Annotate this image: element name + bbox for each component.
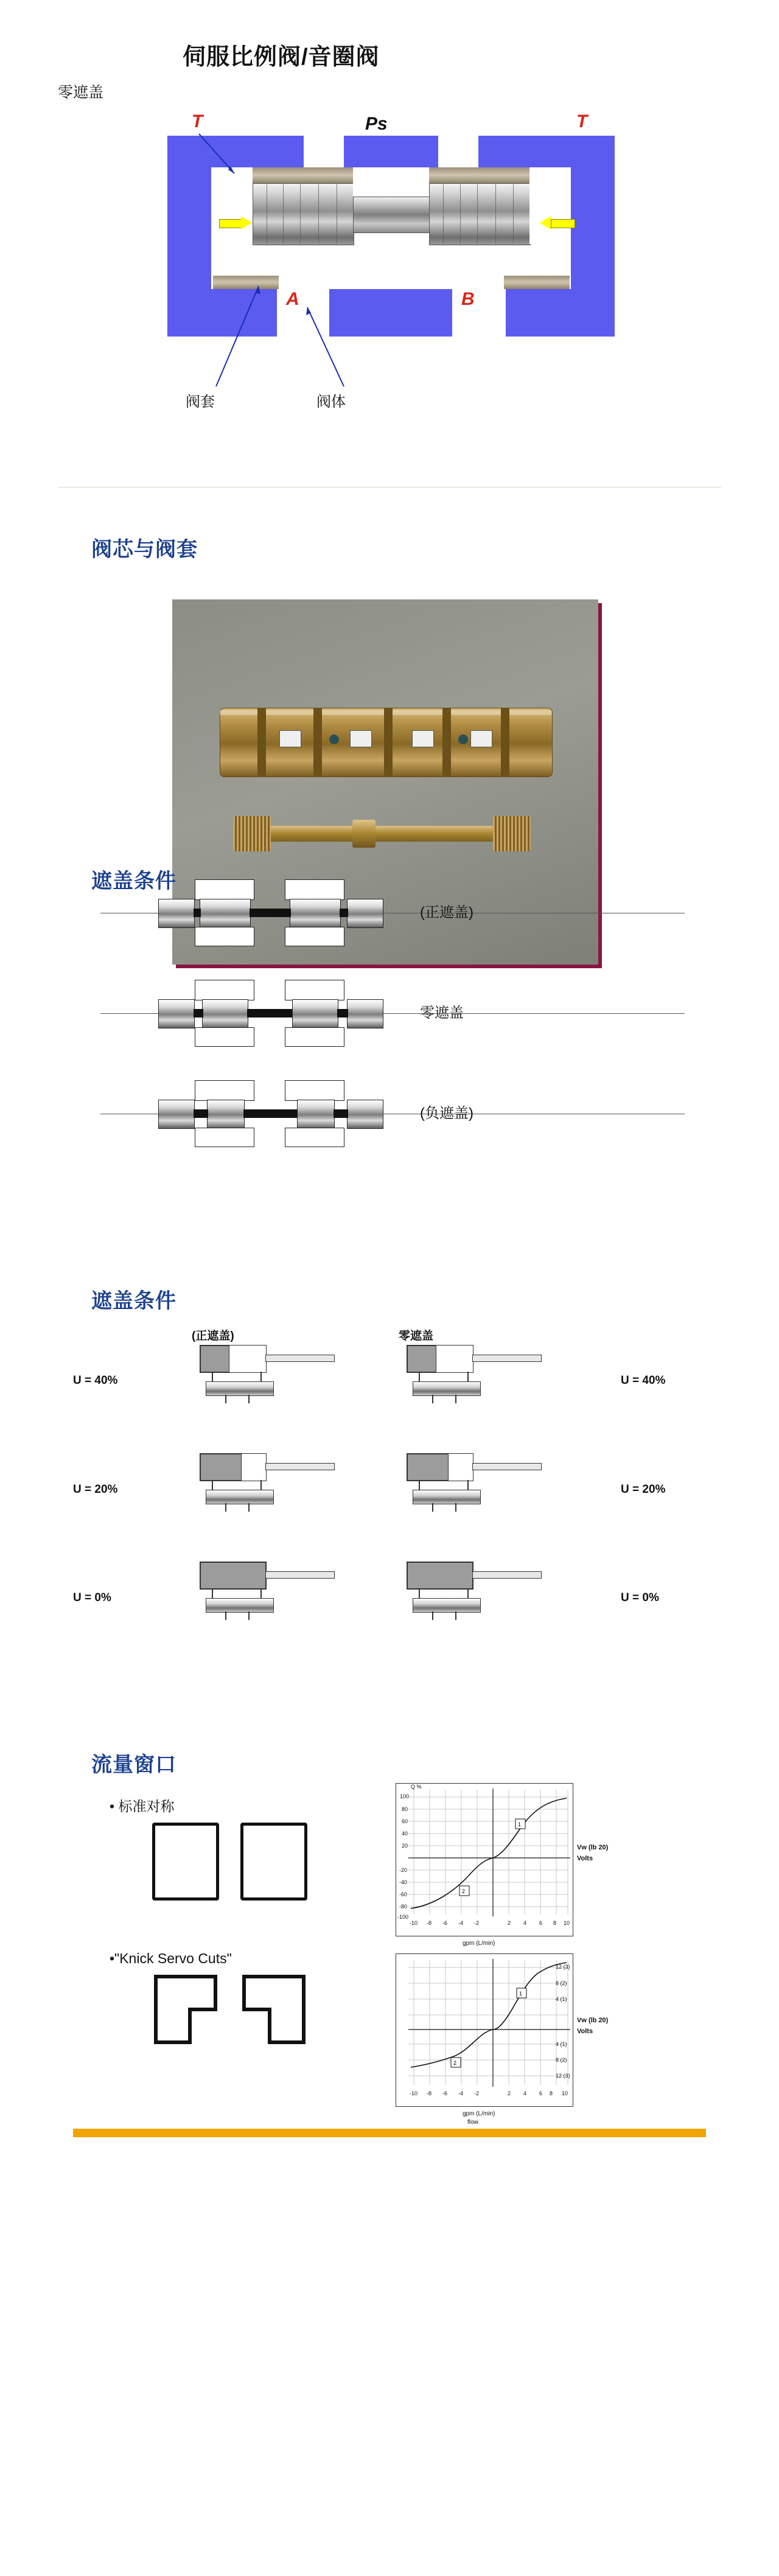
- cylinder-piston: [200, 1562, 266, 1589]
- photo-sleeve-groove: [313, 708, 322, 776]
- chart-bottom-xtick: 6: [539, 2090, 543, 2096]
- chart-bottom-svg: [396, 1954, 573, 2106]
- chart-bottom-ytick: 8 (2): [556, 2057, 567, 2063]
- chart-top: [396, 1783, 573, 1936]
- cylinder-rod: [265, 1355, 335, 1362]
- valve-port-line: [467, 1372, 469, 1381]
- valve-port-line: [467, 1480, 469, 1490]
- spool-land: [347, 999, 383, 1028]
- chart-top-xtick: -4: [458, 1920, 464, 1926]
- cylinder-piston: [407, 1346, 436, 1372]
- chart-top-ytick: -80: [399, 1904, 408, 1910]
- photo-sleeve-groove: [384, 708, 393, 776]
- valve-port-line: [225, 1611, 226, 1620]
- chart-bottom-ytick: 4 (1): [556, 1996, 567, 2002]
- assembly-right-1: [396, 1345, 554, 1412]
- chart-bottom-xtick: -8: [427, 2090, 432, 2096]
- chart-bottom-series-label: Vw (lb 20): [577, 2017, 609, 2024]
- chart-top-xtick: -2: [474, 1920, 480, 1926]
- cylinder-rod: [265, 1463, 335, 1470]
- chart-bottom-xtick: -2: [474, 2090, 480, 2096]
- spool-rod: [194, 1109, 208, 1118]
- chart-top-ytick: -60: [399, 1891, 408, 1897]
- assembly-left-2: [189, 1453, 347, 1520]
- svg-text:2: 2: [453, 2060, 457, 2066]
- spool-land: [200, 899, 251, 928]
- callout-sleeve-label: 阀套: [186, 394, 215, 410]
- svg-text:1: 1: [518, 1821, 522, 1827]
- spool-land: [202, 999, 248, 1028]
- u-label-right-2: U = 20%: [621, 1483, 666, 1496]
- valve-port-line: [212, 1372, 213, 1381]
- chart-bottom-ytick: 8 (2): [556, 1980, 567, 1986]
- port-label-B: B: [461, 289, 475, 309]
- port-label-T-right: T: [576, 111, 588, 131]
- spool-rod: [337, 1009, 348, 1017]
- u-label-left-1: U = 40%: [73, 1374, 118, 1387]
- section-flow-windows: [0, 1722, 779, 2148]
- sleeve-outline: [285, 1080, 344, 1101]
- valve-port-line: [432, 1611, 433, 1620]
- chart-bottom-xtick: 8: [550, 2090, 553, 2096]
- spool-rod: [194, 909, 201, 917]
- assembly-left-1: [189, 1345, 347, 1412]
- valve-port-line: [455, 1611, 456, 1620]
- cylinder-rod: [472, 1571, 542, 1579]
- chart-bottom-xtick: -6: [442, 2090, 448, 2096]
- spool-land: [347, 899, 383, 928]
- sleeve-outline: [195, 980, 254, 1000]
- valve-port-line: [455, 1395, 456, 1403]
- spool-land: [347, 1100, 383, 1129]
- section-spool-and-sleeve: [0, 499, 779, 840]
- cylinder-rod: [265, 1571, 335, 1579]
- section4-heading: 遮盖条件: [91, 1290, 176, 1313]
- sleeve-outline: [195, 927, 254, 946]
- chart-top-ytick: 60: [402, 1818, 408, 1824]
- spool-rod: [340, 909, 348, 917]
- chart-bottom-ytick: 4 (1): [556, 2041, 567, 2047]
- chart-top-svg: [396, 1784, 573, 1936]
- valve-port-line: [455, 1503, 456, 1512]
- spool-land: [297, 1100, 335, 1129]
- spool-land: [292, 999, 338, 1028]
- u-label-right-1: U = 40%: [621, 1374, 666, 1387]
- valve-port-line: [432, 1503, 433, 1512]
- photo-sleeve-window: [350, 730, 372, 747]
- valve-port-line: [260, 1480, 262, 1490]
- assembly-left-3: [189, 1562, 347, 1628]
- photo-sleeve-window: [279, 730, 301, 747]
- sleeve-outline: [195, 879, 254, 900]
- photo-sleeve-window: [412, 730, 434, 747]
- chart-top-xtick: -8: [427, 1920, 432, 1926]
- footer-accent-bar: [73, 2129, 706, 2137]
- chart-top-ytick: 100: [400, 1793, 410, 1799]
- chart-top-series-label: Vw (lb 20): [577, 1844, 609, 1851]
- cylinder-rod: [472, 1463, 542, 1470]
- section-valve-schematic: [0, 0, 779, 499]
- photo-sleeve-groove: [442, 708, 451, 776]
- valve-block: [206, 1381, 274, 1396]
- window-shape-rect-left: [152, 1823, 219, 1901]
- page-title: 伺服比例阀/音圈阀: [183, 44, 380, 70]
- chart-bottom-xtick: -4: [458, 2090, 464, 2096]
- valve-block: [413, 1490, 481, 1504]
- chart-top-ytick: -100: [397, 1914, 409, 1920]
- valve-block: [206, 1490, 274, 1504]
- section3-heading: 遮盖条件: [91, 870, 176, 893]
- spool-rod: [250, 909, 291, 917]
- zero-lap-label: 零遮盖: [58, 84, 104, 101]
- section-lap-conditions-cylinders: [0, 1260, 779, 1722]
- valve-port-line: [467, 1588, 469, 1598]
- spool-rod: [334, 1109, 348, 1118]
- chart-bottom-ytick: 12 (3): [556, 2073, 570, 2079]
- valve-port-line: [248, 1611, 250, 1620]
- spool-land: [207, 1100, 245, 1129]
- chart-top-xtick: 2: [508, 1920, 511, 1926]
- cylinder-piston: [200, 1454, 242, 1481]
- spool-rod: [194, 1009, 203, 1017]
- spool-rod: [247, 1009, 292, 1017]
- chart-bottom-xaxis-label: Volts: [577, 2028, 593, 2035]
- window-shape-rect-right: [240, 1823, 307, 1901]
- valve-port-line: [225, 1503, 226, 1512]
- valve-block: [413, 1381, 481, 1396]
- valve-port-line: [419, 1588, 420, 1598]
- sleeve-outline: [195, 1027, 254, 1047]
- sleeve-outline: [285, 980, 344, 1000]
- svg-text:1: 1: [519, 1991, 523, 1997]
- spool-land: [158, 899, 195, 928]
- sleeve-outline: [285, 1027, 344, 1047]
- window-shape-knick-right: [240, 1973, 307, 2046]
- window-shape-knick-left: [152, 1973, 219, 2046]
- chart-bottom-bottom-label-1: gpm (L/min): [463, 2110, 495, 2117]
- chart-top-xaxis-label: Volts: [577, 1855, 593, 1862]
- sleeve-outline: [195, 1080, 254, 1101]
- chart-bottom-xtick: 2: [508, 2090, 511, 2096]
- photo-sleeve-groove: [257, 708, 266, 776]
- sleeve-outline: [285, 1128, 344, 1147]
- section-lap-conditions: [0, 840, 779, 1260]
- chart-top-xtick: 6: [539, 1920, 543, 1926]
- chart-bottom-xtick: -10: [410, 2090, 418, 2096]
- cylinder-piston: [200, 1346, 229, 1372]
- lap-caption-1: (正遮盖): [420, 904, 473, 921]
- chart-bottom-xtick: 10: [562, 2090, 568, 2096]
- spool-land: [158, 999, 195, 1028]
- port-label-A: A: [286, 289, 299, 309]
- chart-top-ytick: -40: [399, 1879, 408, 1885]
- u-label-left-2: U = 20%: [73, 1483, 118, 1496]
- cylinder-rod: [472, 1355, 542, 1362]
- port-label-T-left: T: [192, 111, 203, 131]
- column-caption-right: 零遮盖: [399, 1330, 434, 1342]
- lap-row-2: [122, 980, 548, 1047]
- valve-port-line: [225, 1395, 226, 1403]
- section5-heading: 流量窗口: [91, 1753, 176, 1776]
- chart-top-xtick: 8: [553, 1920, 557, 1926]
- column-caption-left: (正遮盖): [192, 1330, 234, 1342]
- valve-port-line: [419, 1372, 420, 1381]
- cylinder-piston: [407, 1454, 449, 1481]
- svg-text:2: 2: [462, 1888, 466, 1894]
- chart-bottom-ytick: 12 (3): [556, 1964, 570, 1970]
- section2-heading: 阀芯与阀套: [91, 538, 198, 561]
- callout-body-label: 阀体: [316, 394, 346, 410]
- valve-port-line: [419, 1480, 420, 1490]
- chart-top-xtick: -10: [410, 1920, 418, 1926]
- lap-caption-3: (负遮盖): [420, 1105, 473, 1122]
- lap-row-3: [122, 1080, 548, 1147]
- chart-top-xtick: 10: [564, 1920, 570, 1926]
- lap-caption-2: 零遮盖: [420, 1005, 464, 1021]
- lap-row-1: [122, 879, 548, 946]
- valve-port-line: [212, 1588, 213, 1598]
- valve-port-line: [248, 1503, 250, 1512]
- valve-port-line: [248, 1395, 250, 1403]
- callout-leader-lines: [167, 106, 615, 459]
- assembly-right-2: [396, 1453, 554, 1520]
- chart-top-ylabel: Q %: [411, 1784, 422, 1790]
- bullet-knick-servo-cuts: •"Knick Servo Cuts": [110, 1950, 232, 1966]
- sleeve-outline: [285, 927, 344, 946]
- u-label-right-3: U = 0%: [621, 1591, 659, 1604]
- valve-port-line: [212, 1480, 213, 1490]
- bullet-standard-symmetric: • 标准对称: [110, 1798, 175, 1814]
- sleeve-outline: [195, 1128, 254, 1147]
- sleeve-outline: [285, 879, 344, 900]
- chart-top-ytick: 80: [402, 1806, 408, 1812]
- photo-sleeve-window: [470, 730, 492, 747]
- spool-land: [158, 1100, 195, 1129]
- chart-top-xtick: -6: [442, 1920, 448, 1926]
- chart-top-ytick: -20: [399, 1867, 408, 1873]
- cylinder-piston: [407, 1562, 473, 1589]
- chart-bottom-bottom-label-2: flow: [467, 2119, 478, 2126]
- chart-bottom: [396, 1953, 573, 2107]
- photo-sleeve-hole: [458, 735, 468, 744]
- chart-top-bottom-label: gpm (L/min): [463, 1940, 495, 1947]
- valve-cross-section-diagram: [167, 106, 615, 459]
- chart-bottom-xtick: 4: [523, 2090, 527, 2096]
- u-label-left-3: U = 0%: [73, 1591, 111, 1604]
- chart-top-ytick: 20: [402, 1843, 408, 1849]
- valve-block: [413, 1598, 481, 1613]
- chart-top-xtick: 4: [523, 1920, 527, 1926]
- valve-port-line: [260, 1588, 262, 1598]
- photo-sleeve-hole: [329, 735, 339, 744]
- assembly-right-3: [396, 1562, 554, 1628]
- valve-block: [206, 1598, 274, 1613]
- valve-port-line: [432, 1395, 433, 1403]
- valve-port-line: [260, 1372, 262, 1381]
- spool-land: [290, 899, 341, 928]
- chart-top-ytick: 40: [402, 1831, 408, 1837]
- photo-sleeve-groove: [501, 708, 509, 776]
- spool-rod: [243, 1109, 297, 1118]
- port-label-Ps: Ps: [365, 114, 388, 134]
